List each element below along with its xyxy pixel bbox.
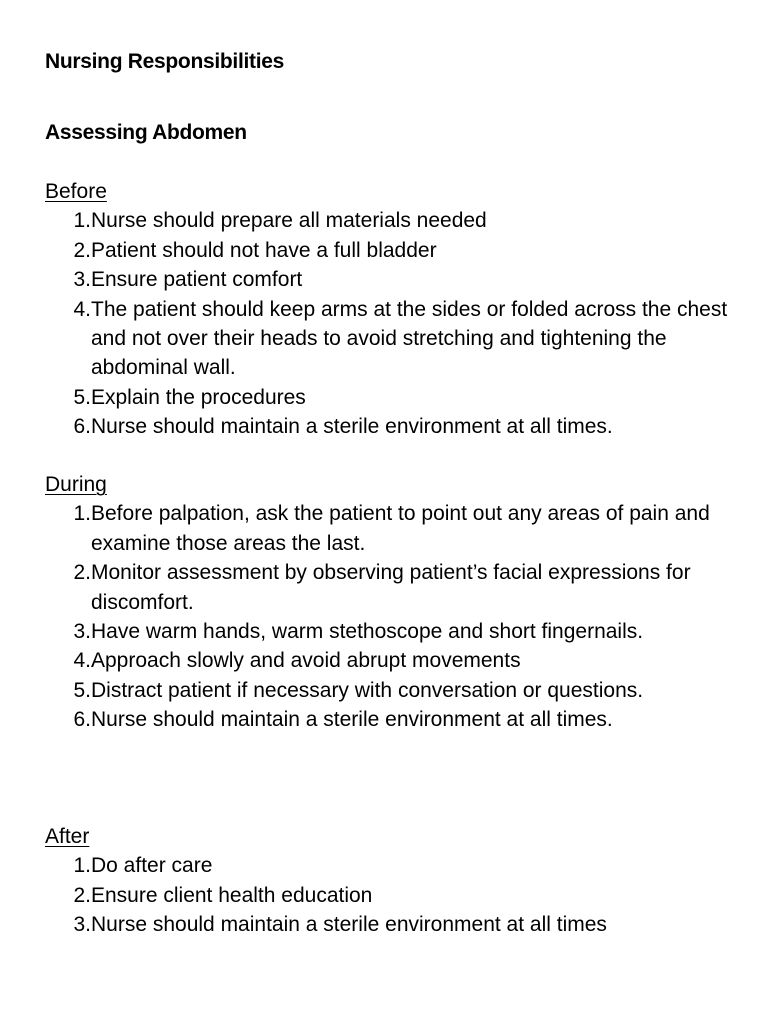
list-item	[45, 676, 735, 705]
list-item-number: 6.	[73, 708, 91, 732]
list-item-text: Patient should not have a full bladder	[91, 238, 437, 262]
list-item-number: 1.	[73, 209, 91, 233]
list-item-text: Before palpation, ask the patient to point out any areas of pain and examine those areas the last.	[91, 502, 710, 555]
section-during	[45, 470, 735, 735]
section-heading-after: After	[45, 825, 90, 848]
list-item	[45, 851, 735, 880]
list-item	[45, 236, 735, 265]
list-item	[45, 206, 735, 235]
list-item-number: 2.	[73, 561, 91, 585]
list-item-text: Nurse should maintain a sterile environment at all times.	[91, 415, 613, 439]
section-after	[45, 822, 735, 940]
list-item	[45, 499, 735, 558]
list-item-text: Monitor assessment by observing patient’s facial expressions for discomfort.	[91, 561, 691, 614]
list-item-number: 3.	[73, 620, 91, 644]
list-item-number: 4.	[73, 297, 91, 321]
list-item-text: Nurse should maintain a sterile environment at all times	[91, 913, 607, 937]
list-item	[45, 705, 735, 734]
before-list	[45, 206, 735, 441]
list-item-text: Distract patient if necessary with conversation or questions.	[91, 678, 644, 702]
list-item-number: 5.	[73, 678, 91, 702]
document-subtitle: Assessing Abdomen	[45, 121, 247, 144]
list-item-number: 6.	[73, 415, 91, 439]
list-item	[45, 558, 735, 617]
list-item-number: 1.	[73, 502, 91, 526]
list-item-number: 2.	[73, 238, 91, 262]
list-item-number: 1.	[73, 854, 91, 878]
list-item-number: 5.	[73, 385, 91, 409]
list-item-text: Nurse should prepare all materials needed	[91, 209, 487, 233]
section-heading-during: During	[45, 473, 107, 496]
list-item-number: 2.	[73, 883, 91, 907]
list-item	[45, 617, 735, 646]
list-item-text: Ensure patient comfort	[91, 268, 303, 292]
list-item-text: Do after care	[91, 854, 213, 878]
list-item-text: Have warm hands, warm stethoscope and short fingernails.	[91, 620, 644, 644]
list-item-text: Ensure client health education	[91, 883, 373, 907]
list-item	[45, 646, 735, 675]
list-item-text: Explain the procedures	[91, 385, 306, 409]
list-item-text: The patient should keep arms at the sides or folded across the chest and not over their heads to avoid stretching and tightening the abdominal wall.	[91, 297, 728, 380]
document-title: Nursing Responsibilities	[45, 50, 285, 73]
list-item	[45, 412, 735, 441]
during-list	[45, 499, 735, 734]
list-item-number: 3.	[73, 268, 91, 292]
list-item-text: Approach slowly and avoid abrupt movements	[91, 649, 521, 673]
list-item	[45, 910, 735, 939]
section-before	[45, 177, 735, 442]
list-item-text: Nurse should maintain a sterile environment at all times.	[91, 708, 613, 732]
list-item	[45, 265, 735, 294]
list-item-number: 4.	[73, 649, 91, 673]
list-item	[45, 383, 735, 412]
after-list	[45, 851, 735, 939]
list-item	[45, 295, 735, 383]
list-item-number: 3.	[73, 913, 91, 937]
list-item	[45, 881, 735, 910]
section-heading-before: Before	[45, 180, 107, 203]
